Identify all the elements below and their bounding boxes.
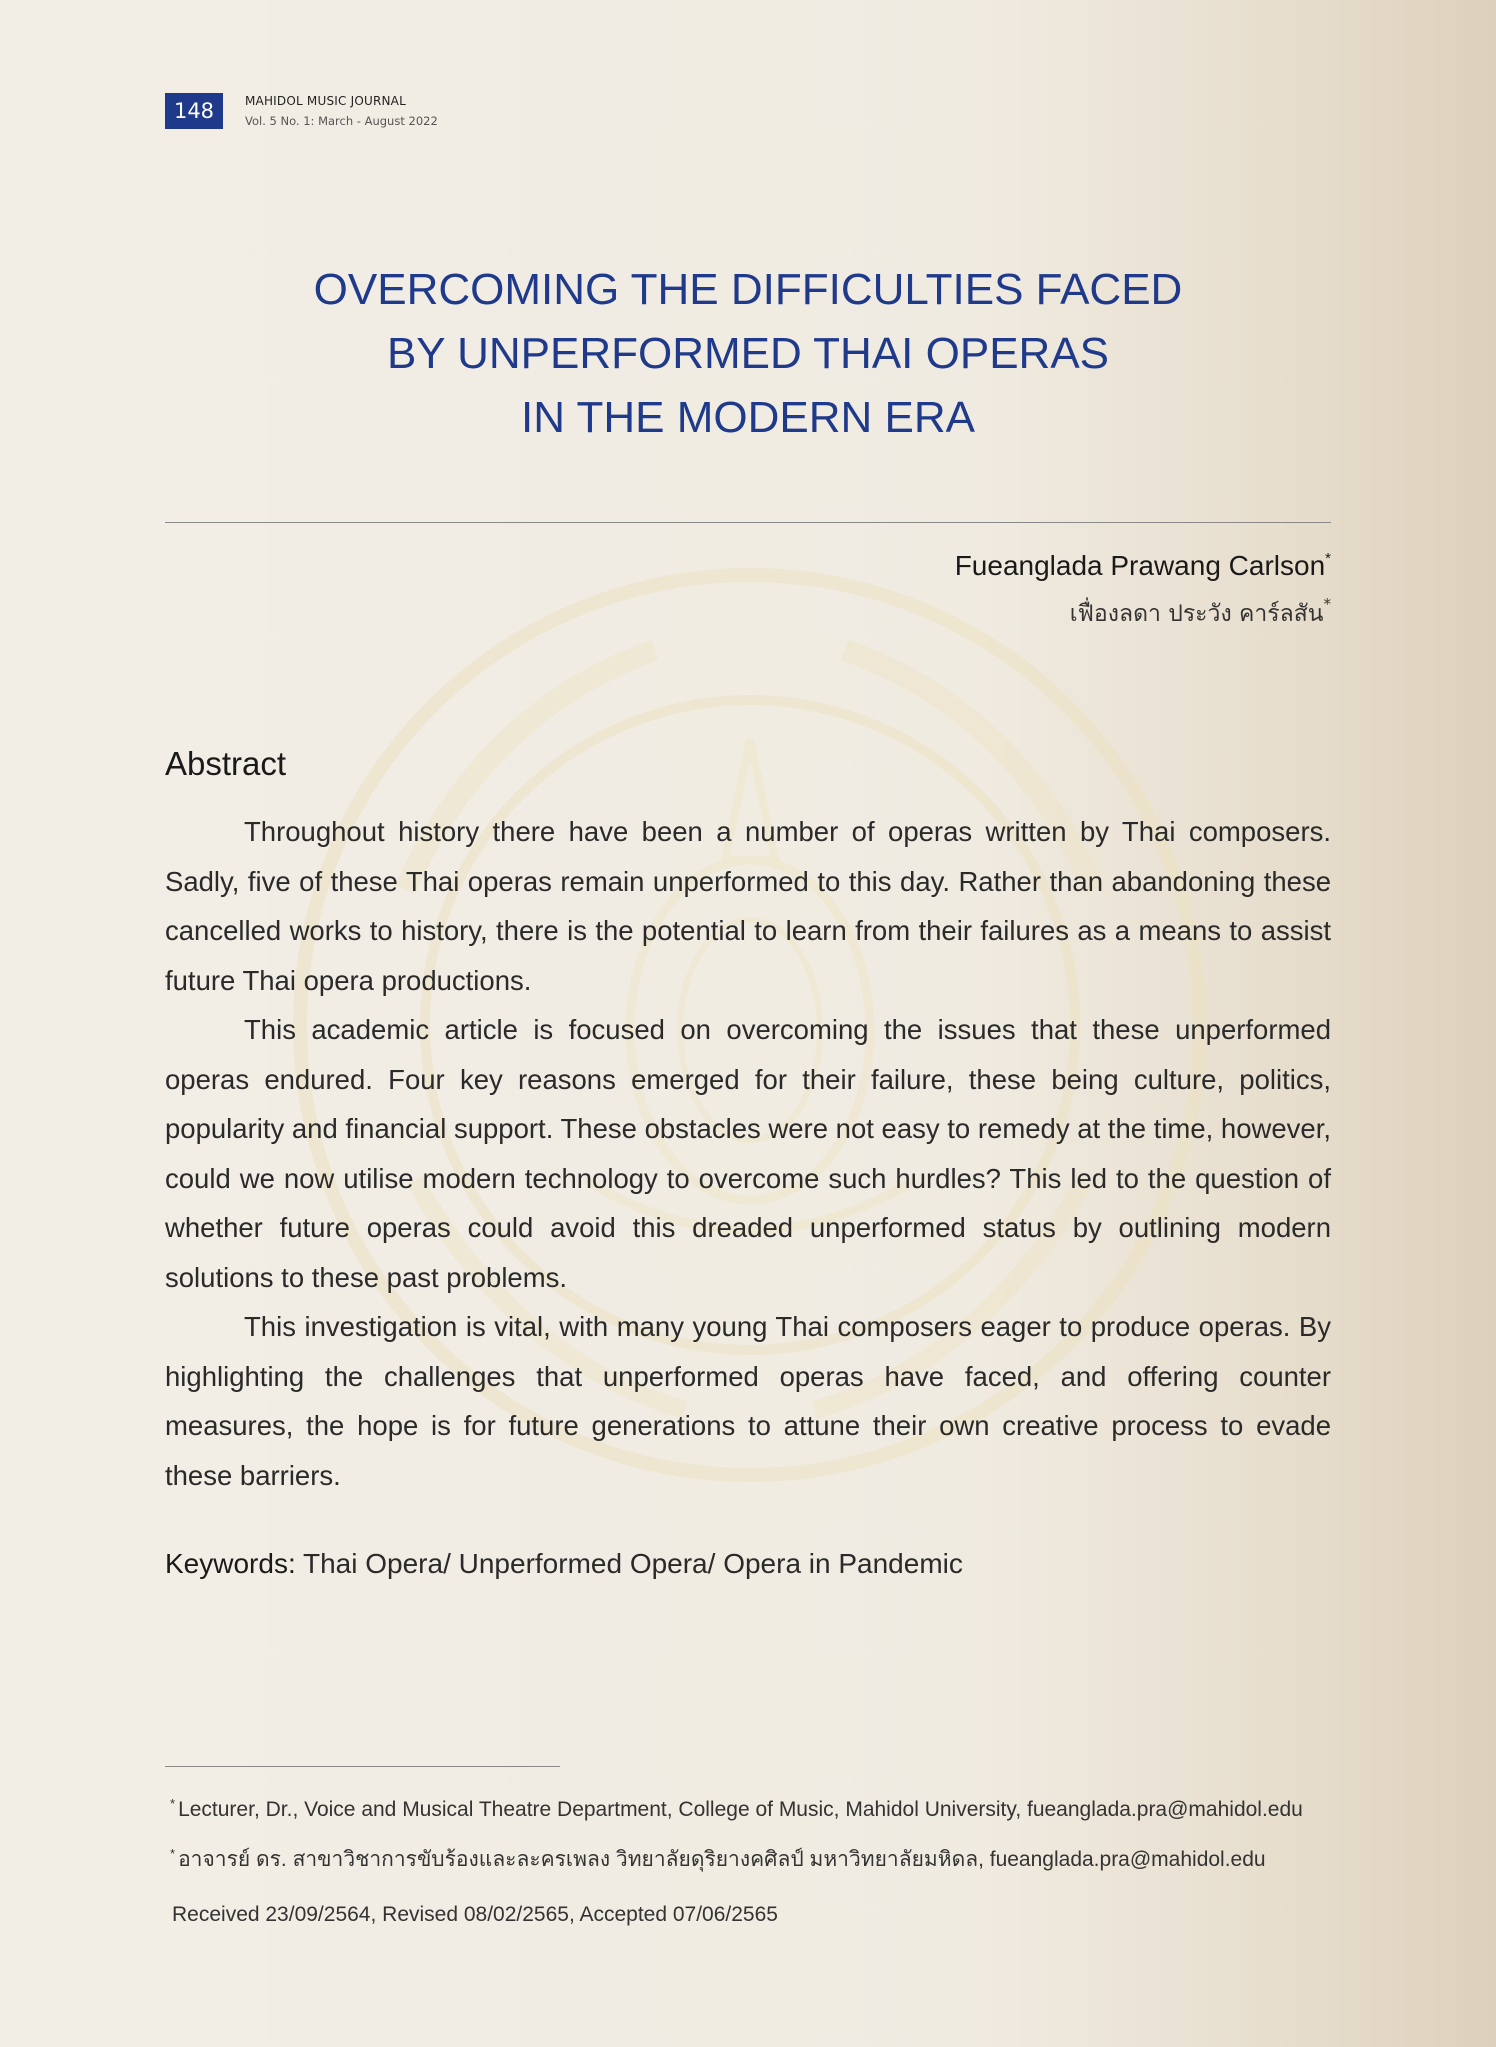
title-line-2: BY UNPERFORMED THAI OPERAS [386,329,1110,378]
author-name-thai [955,585,1331,633]
footnotes [170,1782,1303,1882]
title-line-3: IN THE MODERN ERA [521,393,975,442]
journal-name: MAHIDOL MUSIC JOURNAL [245,94,406,108]
title-divider [165,522,1331,523]
running-header [165,91,438,131]
footnote-marker: * [170,1796,176,1811]
abstract-body [165,807,1331,1500]
keywords-value: Thai Opera/ Unperformed Opera/ Opera in Pandemic [303,1548,963,1579]
abstract-paragraph: This investigation is vital, with many young Thai composers eager to produce operas. By highlighting the challenges that unperformed operas have faced, and offering counter measures, the hope is for future generations to attune their own creative process to evade these barriers. [165,1311,1331,1491]
author-name-th-text: เฟื่องลดา ประวัง คาร์ลสัน [1069,601,1324,627]
author-footnote-marker: * [1325,550,1331,567]
page-number-badge: 148 [165,93,223,129]
keywords [165,1548,963,1580]
keywords-label: Keywords: [165,1548,296,1579]
journal-volume: Vol. 5 No. 1: March - August 2022 [245,114,438,128]
title-line-1: OVERCOMING THE DIFFICULTIES FACED [313,265,1183,314]
footnote-divider [165,1766,560,1767]
abstract-heading: Abstract [165,745,287,782]
abstract-paragraph: Throughout history there have been a number of operas written by Thai composers. Sadly, five of these Thai operas remain unperformed to this day. Rather than abandoning these cancelled works to history, there is the potential to learn from their failures as a means to assist future Thai opera productions. [165,816,1331,996]
abstract-paragraph: This academic article is focused on overcoming the issues that these unperformed operas endured. Four key reasons emerged for their failure, these being culture, politics, popularity and financial support. These obstacles were not easy to remedy at the time, however, could we now utilise modern technology to overcome such hurdles? This led to the question of whether future operas could avoid this dreaded unperformed status by outlining modern solutions to these past problems. [165,1014,1331,1293]
journal-info [245,91,438,131]
footnote-english [170,1782,1303,1832]
footnote-marker: * [170,1846,176,1861]
author-footnote-marker-thai: * [1323,595,1331,613]
submission-dates: Received 23/09/2564, Revised 08/02/2565, Accepted 07/06/2565 [172,1903,778,1926]
author-name-english [955,540,1331,585]
author-name-en-text: Fueanglada Prawang Carlson [954,550,1326,581]
author-block [955,540,1331,633]
footnote-text: Lecturer, Dr., Voice and Musical Theatre Department, College of Music, Mahidol University, fueanglada.pra@mahidol.edu [178,1798,1303,1821]
footnote-text: อาจารย์ ดร. สาขาวิชาการขับร้องและละครเพลง วิทยาลัยดุริยางคศิลป์ มหาวิทยาลัยมหิดล, fueanglada.pra@mahidol.edu [178,1848,1266,1871]
footnote-thai [170,1832,1303,1882]
article-title [165,258,1331,450]
